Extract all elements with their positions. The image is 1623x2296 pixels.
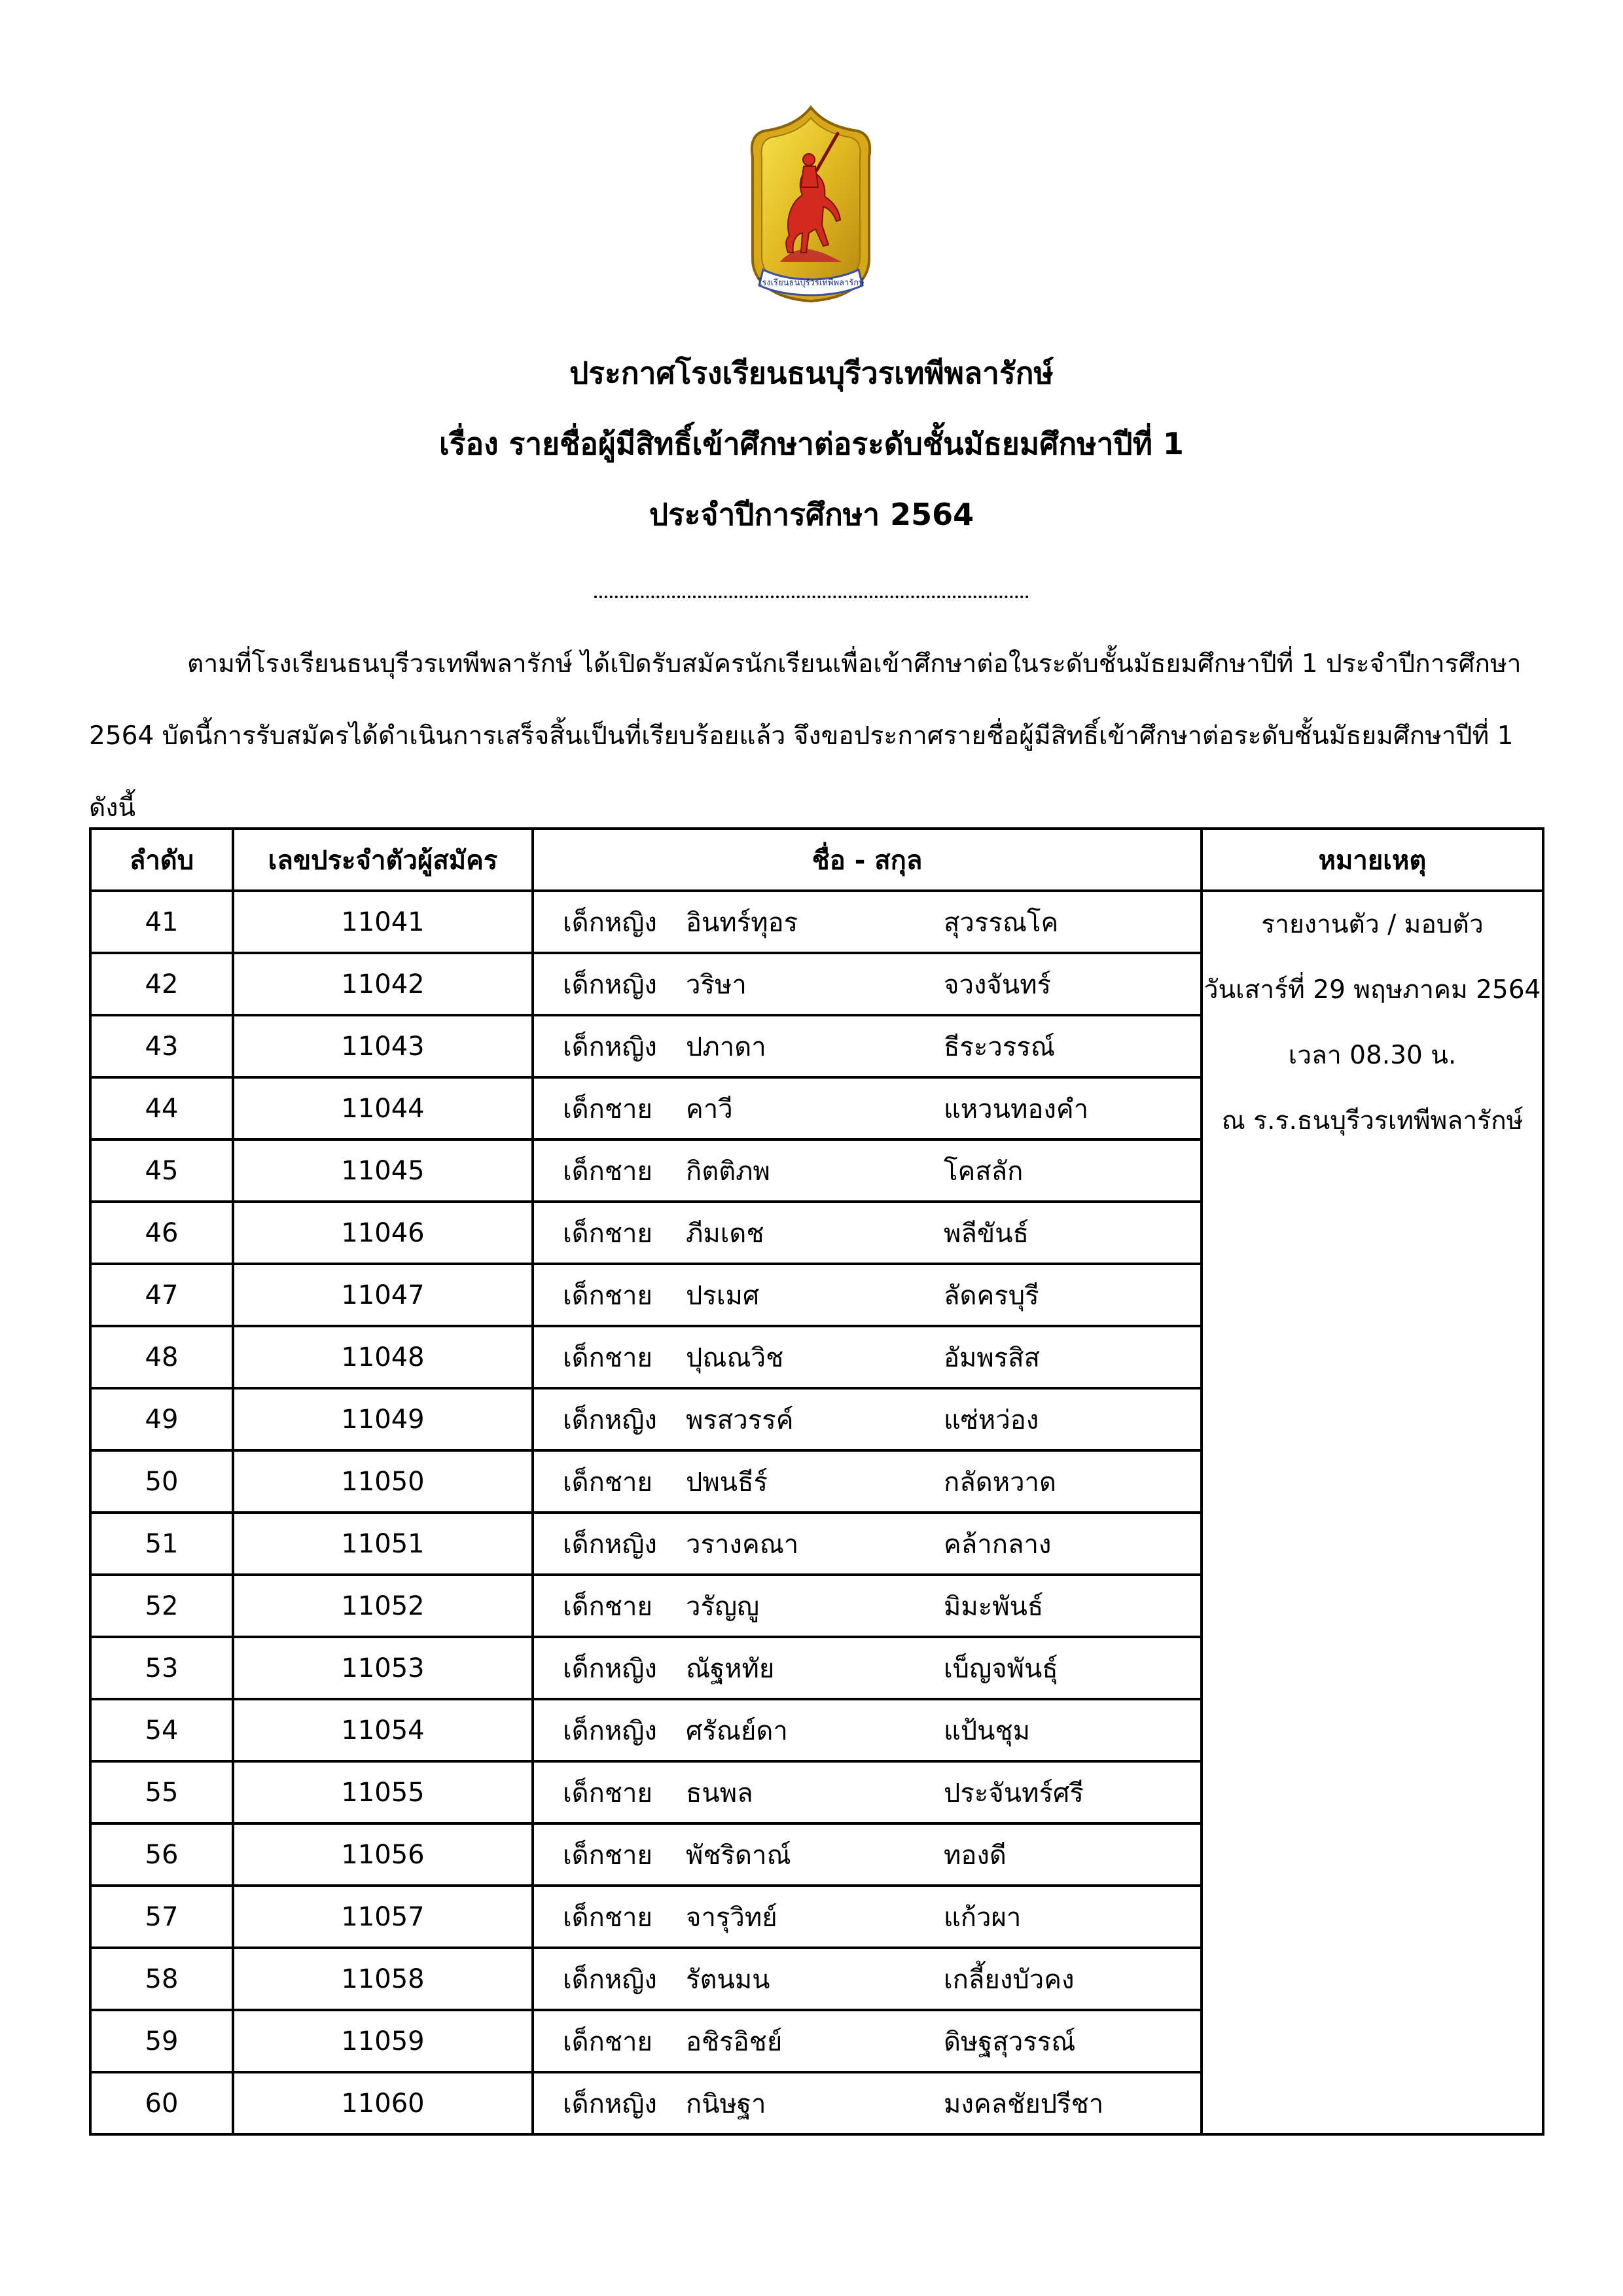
row-full-name xyxy=(533,1699,1202,1761)
name-prefix: เด็กชาย xyxy=(563,1094,652,1124)
row-full-name xyxy=(533,1886,1202,1948)
row-full-name xyxy=(533,2072,1202,2134)
first-name: ปรเมศ xyxy=(686,1280,760,1311)
row-full-name xyxy=(533,891,1202,953)
name-prefix: เด็กหญิง xyxy=(563,1964,657,1995)
row-full-name xyxy=(533,1015,1202,1077)
row-order: 59 xyxy=(90,2010,233,2072)
remark-line: เวลา 08.30 น. xyxy=(1288,1041,1457,1070)
row-order: 56 xyxy=(90,1823,233,1886)
row-order: 51 xyxy=(90,1513,233,1575)
row-order: 58 xyxy=(90,1948,233,2010)
row-full-name xyxy=(533,1202,1202,1264)
row-full-name xyxy=(533,1823,1202,1886)
row-order: 43 xyxy=(90,1015,233,1077)
row-applicant-id: 11044 xyxy=(233,1077,533,1139)
row-order: 45 xyxy=(90,1139,233,1202)
name-prefix: เด็กหญิง xyxy=(563,2089,657,2119)
last-name: อัมพรสิส xyxy=(944,1342,1041,1373)
first-name: ปพนธีร์ xyxy=(686,1467,768,1498)
row-full-name xyxy=(533,2010,1202,2072)
row-order: 53 xyxy=(90,1637,233,1699)
row-full-name xyxy=(533,1575,1202,1637)
row-applicant-id: 11053 xyxy=(233,1637,533,1699)
first-name: ณัฐหทัย xyxy=(686,1653,775,1684)
last-name: แป้นชุม xyxy=(944,1715,1031,1746)
emblem-banner-text: โรงเรียนธนบุรีวรเทพีพลารักษ์ xyxy=(757,278,865,288)
row-applicant-id: 11050 xyxy=(233,1450,533,1513)
row-applicant-id: 11060 xyxy=(233,2072,533,2134)
name-prefix: เด็กชาย xyxy=(563,1342,652,1373)
dotted-divider xyxy=(594,573,1029,598)
name-prefix: เด็กชาย xyxy=(563,1902,652,1933)
table-header-row xyxy=(90,829,1543,891)
header-applicant-id: เลขประจำตัวผู้สมัคร xyxy=(233,829,533,891)
row-order: 44 xyxy=(90,1077,233,1139)
announcement-subject: เรื่อง รายชื่อผู้มีสิทธิ์เข้าศึกษาต่อระดับชั้นมัธยมศึกษาปีที่ 1 xyxy=(439,426,1184,461)
row-applicant-id: 11057 xyxy=(233,1886,533,1948)
last-name: โคสลัก xyxy=(944,1156,1024,1187)
last-name: ธีระวรรณ์ xyxy=(944,1031,1055,1062)
header-remark: หมายเหตุ xyxy=(1202,829,1543,891)
row-applicant-id: 11059 xyxy=(233,2010,533,2072)
row-order: 52 xyxy=(90,1575,233,1637)
row-order: 41 xyxy=(90,891,233,953)
first-name: ปุณณวิช xyxy=(686,1342,784,1373)
name-prefix: เด็กชาย xyxy=(563,1778,652,1808)
row-full-name xyxy=(533,953,1202,1015)
row-order: 57 xyxy=(90,1886,233,1948)
row-full-name xyxy=(533,1077,1202,1139)
row-applicant-id: 11056 xyxy=(233,1823,533,1886)
name-prefix: เด็กชาย xyxy=(563,1218,652,1249)
first-name: วรัญญู xyxy=(686,1591,760,1622)
row-applicant-id: 11052 xyxy=(233,1575,533,1637)
remark-line: ณ ร.ร.ธนบุรีวรเทพีพลารักษ์ xyxy=(1221,1106,1524,1136)
remark-cell xyxy=(1202,891,1543,2134)
row-order: 46 xyxy=(90,1202,233,1264)
remark-line: รายงานตัว / มอบตัว xyxy=(1261,910,1484,939)
row-applicant-id: 11054 xyxy=(233,1699,533,1761)
paragraph-text: ตามที่โรงเรียนธนบุรีวรเทพีพลารักษ์ ได้เปิดรับสมัครนักเรียนเพื่อเข้าศึกษาต่อในระดับชั้นมัธยมศึกษาปีที่ 1 ประจำปีการศึกษา 2564 บัดนี้การรับสมัครได้ดำเนินการเสร็จสิ้นเป็นที่เรียบร้อยแล้ว จึงขอประกาศรายชื่อผู้มีสิทธิ์เข้าศึกษาต่อระดับชั้นมัธยมศึกษาปีที่ 1 ดังนี้ xyxy=(89,649,1522,823)
announcement-title: ประกาศโรงเรียนธนบุรีวรเทพีพลารักษ์ xyxy=(569,355,1054,391)
first-name: พรสวรรค์ xyxy=(686,1405,794,1435)
row-full-name xyxy=(533,1450,1202,1513)
first-name: อินทร์ทุอร xyxy=(686,907,798,938)
name-prefix: เด็กชาย xyxy=(563,2026,652,2057)
row-applicant-id: 11049 xyxy=(233,1388,533,1450)
row-order: 50 xyxy=(90,1450,233,1513)
name-prefix: เด็กชาย xyxy=(563,1840,652,1871)
first-name: กนิษฐา xyxy=(686,2089,766,2119)
last-name: เบ็ญจพันธุ์ xyxy=(944,1653,1058,1684)
row-order: 48 xyxy=(90,1326,233,1388)
row-full-name xyxy=(533,1513,1202,1575)
row-order: 54 xyxy=(90,1699,233,1761)
name-prefix: เด็กหญิง xyxy=(563,1715,657,1746)
last-name: กลัดหวาด xyxy=(944,1467,1056,1498)
row-order: 47 xyxy=(90,1264,233,1326)
last-name: จวงจันทร์ xyxy=(944,969,1052,1000)
first-name: อชิรอิชย์ xyxy=(686,2026,783,2057)
row-applicant-id: 11045 xyxy=(233,1139,533,1202)
last-name: ดิษฐสุวรรณ์ xyxy=(944,2026,1076,2057)
row-full-name xyxy=(533,1948,1202,2010)
row-applicant-id: 11043 xyxy=(233,1015,533,1077)
row-applicant-id: 11058 xyxy=(233,1948,533,2010)
row-applicant-id: 11048 xyxy=(233,1326,533,1388)
first-name: ศรัณย์ดา xyxy=(686,1715,788,1746)
first-name: วรางคณา xyxy=(686,1529,799,1560)
first-name: พัชริดาณ์ xyxy=(686,1840,791,1871)
admission-list-table xyxy=(89,827,1544,2136)
name-prefix: เด็กหญิง xyxy=(563,907,657,938)
last-name: แซ่หว่อง xyxy=(944,1405,1039,1435)
last-name: ทองดี xyxy=(944,1840,1007,1871)
table-body xyxy=(90,891,1543,2134)
row-applicant-id: 11041 xyxy=(233,891,533,953)
row-full-name xyxy=(533,1388,1202,1450)
remark-line: วันเสาร์ที่ 29 พฤษภาคม 2564 xyxy=(1204,975,1541,1005)
last-name: พลีขันธ์ xyxy=(944,1218,1029,1249)
row-applicant-id: 11046 xyxy=(233,1202,533,1264)
name-prefix: เด็กชาย xyxy=(563,1467,652,1498)
table-row xyxy=(90,891,1543,953)
first-name: ธนพล xyxy=(686,1778,753,1808)
row-applicant-id: 11042 xyxy=(233,953,533,1015)
first-name: ภีมเดช xyxy=(686,1218,764,1249)
last-name: มิมะพันธ์ xyxy=(944,1591,1044,1622)
name-prefix: เด็กหญิง xyxy=(563,1031,657,1062)
row-full-name xyxy=(533,1264,1202,1326)
first-name: กิตติภพ xyxy=(686,1156,770,1187)
row-applicant-id: 11051 xyxy=(233,1513,533,1575)
first-name: รัตนมน xyxy=(686,1964,770,1995)
first-name: วริษา xyxy=(686,969,747,1000)
header-order: ลำดับ xyxy=(90,829,233,891)
row-applicant-id: 11055 xyxy=(233,1761,533,1823)
last-name: มงคลชัยปรีชา xyxy=(944,2089,1104,2119)
name-prefix: เด็กหญิง xyxy=(563,1529,657,1560)
last-name: ลัดครบุรี xyxy=(944,1280,1039,1311)
last-name: คล้ากลาง xyxy=(944,1529,1052,1560)
last-name: สุวรรณโค xyxy=(944,907,1059,938)
last-name: เกลี้ยงบัวคง xyxy=(944,1964,1075,1995)
row-full-name xyxy=(533,1139,1202,1202)
academic-year: ประจำปีการศึกษา 2564 xyxy=(649,497,974,532)
name-prefix: เด็กชาย xyxy=(563,1156,652,1187)
row-full-name xyxy=(533,1637,1202,1699)
name-prefix: เด็กชาย xyxy=(563,1591,652,1622)
first-name: จารุวิทย์ xyxy=(686,1902,777,1933)
announcement-paragraph xyxy=(89,628,1535,844)
first-name: คาวี xyxy=(686,1094,733,1124)
name-prefix: เด็กหญิง xyxy=(563,1653,657,1684)
row-full-name xyxy=(533,1761,1202,1823)
name-prefix: เด็กหญิง xyxy=(563,1405,657,1435)
first-name: ปภาดา xyxy=(686,1031,766,1062)
header-full-name: ชื่อ - สกุล xyxy=(533,829,1202,891)
emblem-icon xyxy=(717,105,904,314)
row-order: 49 xyxy=(90,1388,233,1450)
last-name: ประจันทร์ศรี xyxy=(944,1778,1084,1808)
last-name: แหวนทองคำ xyxy=(944,1094,1089,1124)
school-emblem xyxy=(717,105,904,314)
name-prefix: เด็กหญิง xyxy=(563,969,657,1000)
row-applicant-id: 11047 xyxy=(233,1264,533,1326)
row-order: 42 xyxy=(90,953,233,1015)
last-name: แก้วผา xyxy=(944,1902,1022,1933)
row-full-name xyxy=(533,1326,1202,1388)
row-order: 60 xyxy=(90,2072,233,2134)
name-prefix: เด็กชาย xyxy=(563,1280,652,1311)
row-order: 55 xyxy=(90,1761,233,1823)
